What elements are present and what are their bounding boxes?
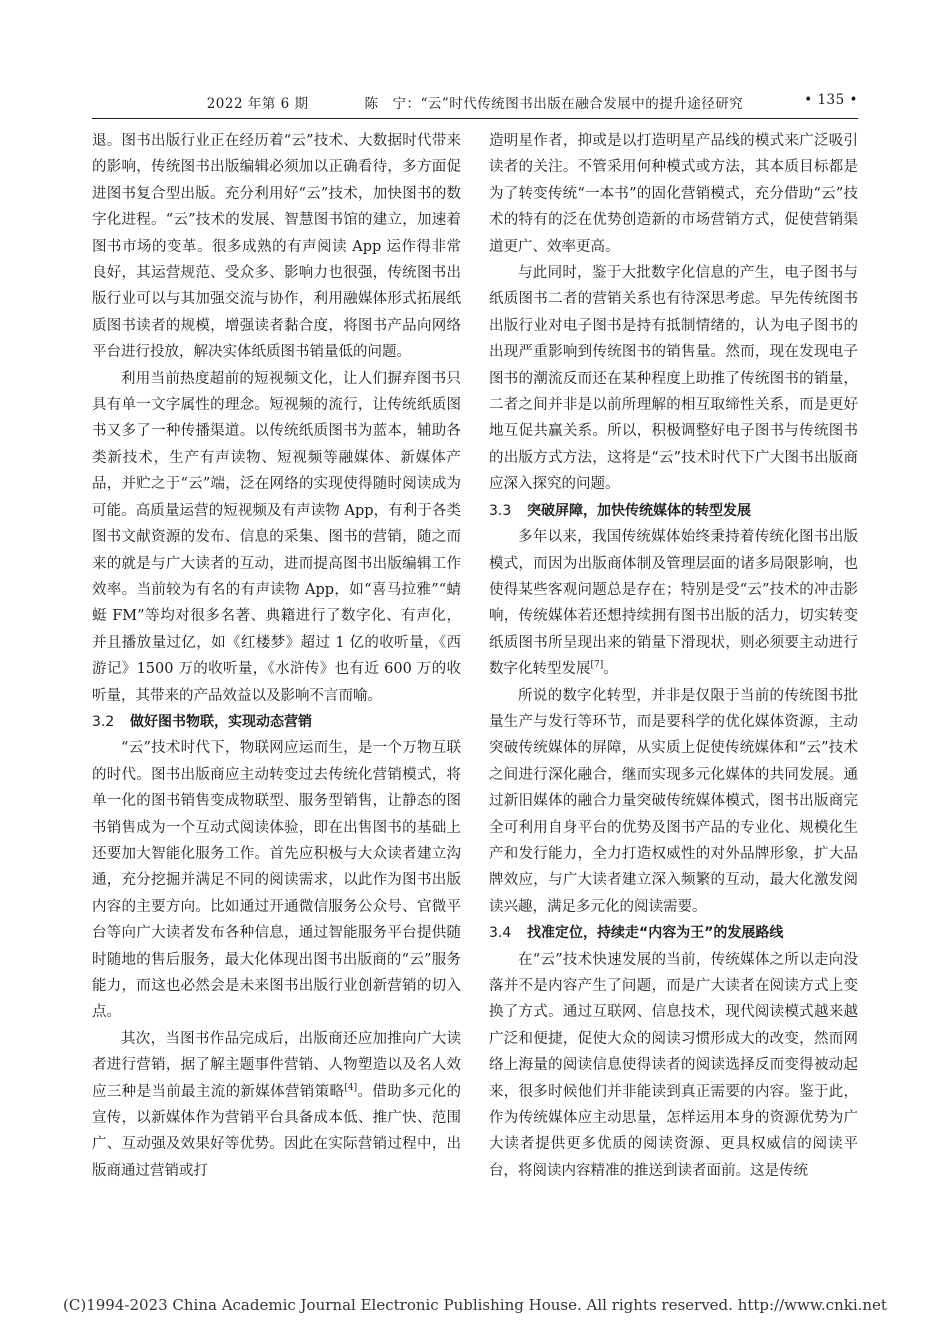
body-paragraph xyxy=(489,260,858,498)
header-journal-title: 2022 年第 6 期 陈 宁：“云”时代传统图书出版在融合发展中的提升途径研究 xyxy=(206,96,744,112)
section-heading xyxy=(92,709,461,735)
paragraph-text: 其次，当图书作品完成后，出版商还应加推向广大读者进行营销，据了解主题事件营销、人物塑造以及名人效应三种是当前最主流的新媒体营销策略 xyxy=(92,1030,461,1100)
section-heading xyxy=(489,498,858,524)
paragraph-text: 在“云”技术快速发展的当前，传统媒体之所以走向没落并不是内容产生了问题，而是广大读者在阅读方式上变换了方式。通过互联网、信息技术，现代阅读模式越来越广泛和便捷，促使大众的阅读习惯形成大的改变，然而网络上海量的阅读信息使得读者的阅读选择反而变得被动起来，很多时候他们并非能读到真正需要的内容。鉴于此，作为传统媒体应主动思量，怎样运用本身的资源优势为广大读者提供更多优质的阅读资源、更具权威信的阅读平台，将阅读内容精准的推送到读者面前。这是传统 xyxy=(489,951,858,1179)
paragraph-text: 造明星作者，抑或是以打造明星产品线的模式来广泛吸引读者的关注。不管采用何种模式或方法，其本质目标都是为了转变传统“一本书”的固化营销模式，充分借助“云”技术的特有的泛在优势创造新的市场营销方式，促使营销渠道更广、效率更高。 xyxy=(489,133,858,255)
copyright-footer: (C)1994-2023 China Academic Journal Electronic Publishing House. All rights reserved. http://www.cnki.net xyxy=(63,1296,887,1314)
page-number: • 135 • xyxy=(804,92,858,108)
paragraph-text-continued: 。借助多元化的宣传，以新媒体作为营销平台具备成本低、推广快、范围广、互动强及效果好等优势。因此在实际营销过程中，出版商通过营销或打 xyxy=(92,1083,461,1179)
section-title: 做好图书物联，实现动态营销 xyxy=(130,713,312,730)
paragraph-text: “云”技术时代下，物联网应运而生，是一个万物互联的时代。图书出版商应主动转变过去传统化营销模式，将单一化的图书销售变成物联型、服务型销售，让静态的图书销售成为一个互动式阅读体验，即在出售图书的基础上还要加大智能化服务工作。首先应积极与大众读者建立沟通，充分挖掘并满足不同的阅读需求，以此作为图书出版内容的主要方向。比如通过开通微信服务公众号、官微平台等向广大读者发布各种信息，通过智能服务平台提供随时随地的售后服务，最大化体现出图书出版商的“云”服务能力，而这也必然会是未来图书出版行业创新营销的切入点。 xyxy=(92,740,461,1021)
paragraph-text: 所说的数字化转型，并非是仅限于当前的传统图书批量生产与发行等环节，而是要科学的优化媒体资源，主动突破传统媒体的屏障，从实质上促使传统媒体和“云”技术之间进行深化融合，继而实现多元化媒体的共同发展。通过新旧媒体的融合力量突破传统媒体模式，图书出版商完全可利用自身平台的优势及图书产品的专业化、规模化生产和发行能力，全力打造权威性的对外品牌形象，扩大品牌效应，与广大读者建立深入频繁的互动，最大化激发阅读兴趣，满足多元化的阅读需要。 xyxy=(489,687,858,915)
citation-ref: [7] xyxy=(590,660,604,671)
section-number: 3.2 xyxy=(92,713,115,730)
body-paragraph xyxy=(489,947,858,1185)
section-title: 突破屏障，加快传统媒体的转型发展 xyxy=(527,502,751,519)
left-column xyxy=(92,128,461,1184)
paragraph-text: 利用当前热度超前的短视频文化，让人们摒弃图书只具有单一文字属性的理念。短视频的流行，让传统纸质图书又多了一种传播渠道。以传统纸质图书为蓝本，辅助各类新技术，生产有声读物、短视频等融媒体、新媒体产品，并贮之于“云”端，泛在网络的实现使得随时阅读成为可能。高质量运营的短视频及有声读物 App，有利于各类图书文献资源的发布、信息的采集、图书的营销，随之而来的就是与广大读者的互动，进而提高图书出版编辑工作效率。当前较为有名的有声读物 App，如“喜马拉雅”“蜻蜓 FM”等均对很多名著、典籍进行了数字化、有声化，并且播放量过亿，如《红楼梦》超过 1 亿的收听量，《西游记》1500 万的收听量，《水浒传》也有近 600 万的收听量，其带来的产品效益以及影响不言而喻。 xyxy=(92,370,461,704)
paragraph-text: 退。图书出版行业正在经历着“云”技术、大数据时代带来的影响，传统图书出版编辑必须加以正确看待，多方面促进图书复合型出版。充分利用好“云”技术，加快图书的数字化进程。“云”技术的发展、智慧图书馆的建立，加速着图书市场的变革。很多成熟的有声阅读 App 运作得非常良好，其运营规范、受众多、影响力也很强，传统图书出版行业可以与其加强交流与协作，利用融媒体形式拓展纸质图书读者的规模，增强读者黏合度，将图书产品向网络平台进行投放，解决实体纸质图书销量低的问题。 xyxy=(92,133,461,361)
body-paragraph xyxy=(489,128,858,260)
body-paragraph xyxy=(92,366,461,709)
running-header xyxy=(92,92,858,114)
paragraph-text-continued: 。 xyxy=(603,661,618,678)
section-heading xyxy=(489,920,858,946)
section-number: 3.4 xyxy=(489,925,512,942)
section-title: 找准定位，持续走“内容为王”的发展路线 xyxy=(527,925,784,942)
body-paragraph xyxy=(92,735,461,1025)
body-paragraph xyxy=(489,524,858,682)
paragraph-text: 多年以来，我国传统媒体始终秉持着传统化图书出版模式，而因为出版商体制及管理层面的诸多局限影响，也使得某些客观问题总是存在；特别是受“云”技术的冲击影响，传统媒体若还想持续拥有图书出版的活力，切实转变纸质图书所呈现出来的销量下滑现状，则必须要主动进行数字化转型发展 xyxy=(489,529,858,678)
body-paragraph xyxy=(92,128,461,366)
right-column xyxy=(489,128,858,1184)
citation-ref: [4] xyxy=(344,1082,358,1093)
body-paragraph xyxy=(489,683,858,921)
body-paragraph xyxy=(92,1026,461,1184)
paragraph-text: 与此同时，鉴于大批数字化信息的产生，电子图书与纸质图书二者的营销关系也有待深思考虑。早先传统图书出版行业对电子图书是持有抵制情绪的，认为电子图书的出现严重影响到传统图书的销售量。然而，现在发现电子图书的潮流反而还在某种程度上助推了传统图书的销量，二者之间并非是以前所理解的相互取缔性关系，而是更好地互促共赢关系。所以，积极调整好电子图书与传统图书的出版方式方法，这将是“云”技术时代下广大图书出版商应深入探究的问题。 xyxy=(489,265,858,493)
section-number: 3.3 xyxy=(489,502,512,519)
header-rule xyxy=(92,118,858,119)
